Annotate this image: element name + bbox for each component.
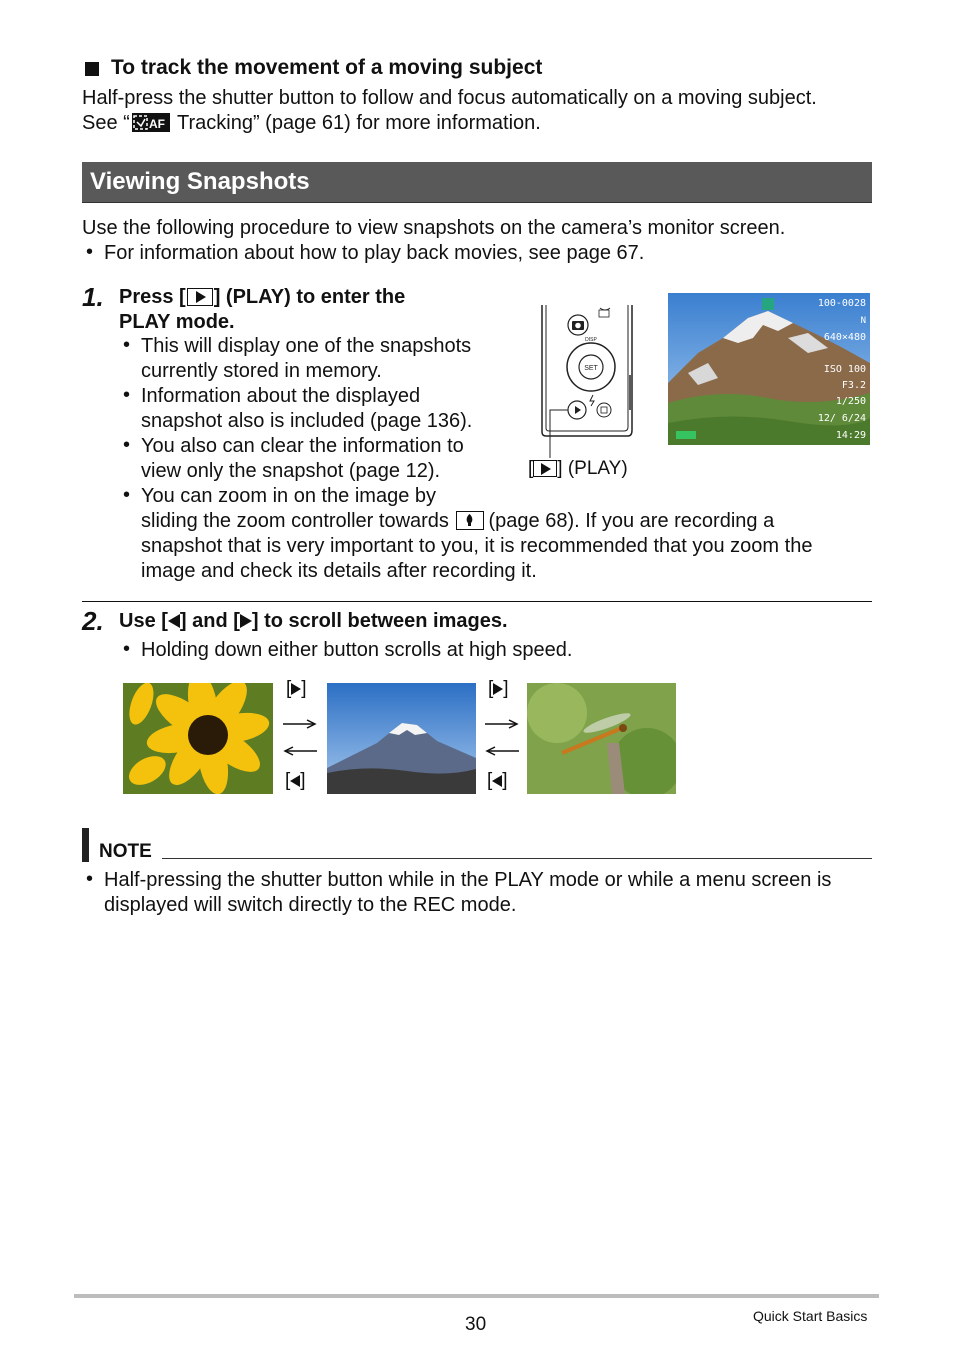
step-1-number: 1.: [82, 282, 104, 312]
tracking-heading: To track the movement of a moving subject: [111, 56, 543, 79]
step-1-title-line-1: Press [ ] (PLAY) to enter the: [119, 286, 406, 308]
bullet-dot: •: [123, 638, 131, 660]
right-arrow-icon: [493, 683, 503, 695]
scroll-left-label-1: [ ]: [285, 770, 306, 791]
scroll-right-label-2: [ ]: [488, 678, 509, 699]
note-rule: [162, 858, 872, 859]
section-intro-bullet: For information about how to play back movies, see page 67.: [104, 242, 645, 264]
section-title: Viewing Snapshots: [90, 168, 310, 195]
bullet-dot: •: [123, 334, 131, 356]
note-label: NOTE: [99, 841, 152, 862]
note-line-2: displayed will switch directly to the REC mode.: [104, 894, 517, 916]
playback-screen-image: [668, 293, 870, 445]
footer-section-name: Quick Start Basics: [753, 1308, 868, 1324]
play-icon: [187, 288, 213, 306]
footer-rule: [74, 1294, 879, 1298]
tracking-af-icon: [132, 113, 170, 132]
screen-time: 14:29: [835, 430, 866, 441]
sunflower-image: [123, 683, 273, 794]
section-intro: Use the following procedure to view snapshots on the camera’s monitor screen.: [82, 217, 786, 239]
screen-quality: N: [860, 316, 866, 326]
step-1-bullet-4c: snapshot that is very important to you, it is recommended that you zoom the: [141, 535, 813, 557]
svg-text:AF: AF: [148, 117, 165, 131]
scroll-left-label-2: [ ]: [487, 770, 508, 791]
step-1-bullet-1a: This will display one of the snapshots: [141, 335, 472, 357]
right-arrow-icon: [240, 614, 252, 628]
back-arrow-2: [485, 744, 519, 758]
screen-date: 12/ 6/24: [817, 413, 866, 424]
square-bullet-icon: [85, 62, 99, 76]
bullet-dot: •: [123, 434, 131, 456]
left-arrow-icon: [168, 614, 180, 628]
bullet-dot: •: [86, 241, 94, 263]
step-1-bullet-1b: currently stored in memory.: [141, 360, 382, 382]
zoom-telephoto-icon: [456, 511, 484, 530]
step-1-bullet-2b: snapshot also is included (page 136).: [141, 410, 473, 432]
bullet-dot: •: [123, 484, 131, 506]
step-1-bullet-3b: view only the snapshot (page 12).: [141, 460, 441, 482]
play-icon: [533, 460, 557, 477]
step-1-bullet-3a: You also can clear the information to: [141, 435, 464, 457]
screen-iso: ISO 100: [823, 364, 866, 375]
left-arrow-icon: [492, 775, 502, 787]
play-button-caption: [ ] (PLAY): [528, 458, 628, 479]
camera-set-label: SET: [584, 365, 598, 372]
step-2-bullet: Holding down either button scrolls at high speed.: [141, 639, 573, 661]
screen-aperture: F3.2: [841, 380, 866, 391]
screen-shutter: 1/250: [835, 396, 866, 407]
screen-file-number: 100-0028: [817, 298, 866, 309]
left-arrow-icon: [290, 775, 300, 787]
dragonfly-image: [527, 683, 676, 794]
mountain-image: [327, 683, 476, 794]
camera-back-illustration: [520, 300, 640, 460]
step-divider: [82, 601, 872, 602]
step-2-number: 2.: [82, 606, 104, 636]
camera-disp-label: DISP: [585, 337, 597, 343]
forward-arrow-2: [485, 717, 519, 731]
step-1-bullet-4b: sliding the zoom controller towards (page 68). If you are recording a: [141, 510, 775, 532]
step-1-title-line-2: PLAY mode.: [119, 311, 235, 333]
page-number: 30: [465, 1314, 487, 1335]
tracking-text-1: Half-press the shutter button to follow and focus automatically on a moving subject.: [82, 87, 817, 109]
step-1-bullet-4a: You can zoom in on the image by: [141, 485, 437, 507]
bullet-dot: •: [123, 384, 131, 406]
forward-arrow-1: [283, 717, 317, 731]
scroll-right-label-1: [ ]: [286, 678, 307, 699]
back-arrow-1: [283, 744, 317, 758]
step-2-title: Use [ ] and [ ] to scroll between images.: [119, 610, 508, 632]
right-arrow-icon: [291, 683, 301, 695]
note-line-1: Half-pressing the shutter button while in the PLAY mode or while a menu screen is: [104, 869, 832, 891]
screen-image-size: 640×480: [823, 332, 866, 343]
section-header-bar: [82, 162, 872, 203]
step-1-bullet-2a: Information about the displayed: [141, 385, 421, 407]
step-1-bullet-4d: image and check its details after recording it.: [141, 560, 537, 582]
note-bar: [82, 828, 89, 862]
tracking-text-2: See “ AF Tracking” (page 61) for more information.: [82, 112, 541, 134]
bullet-dot: •: [86, 868, 94, 890]
